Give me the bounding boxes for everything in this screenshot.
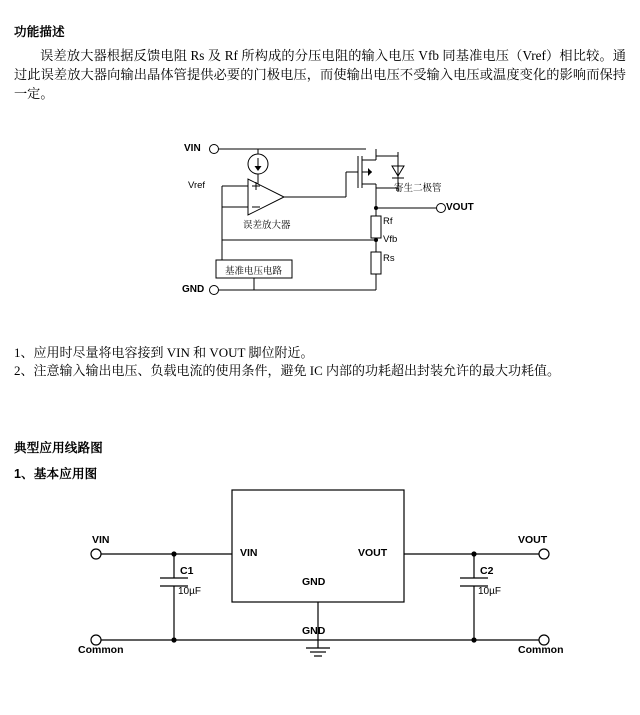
paragraph-description bbox=[14, 46, 626, 103]
figure-block-diagram bbox=[150, 122, 490, 317]
label-vout-pin: VOUT bbox=[358, 547, 388, 559]
label-error-amplifier: 误差放大器 bbox=[243, 220, 291, 231]
note-power-dissipation: 2、注意输入输出电压、负载电流的使用条件，避免 IC 内部的功耗超出封装允许的最大功耗值。 bbox=[14, 363, 561, 378]
label-common-left: Common bbox=[78, 644, 124, 656]
label-gnd-bottom: GND bbox=[302, 625, 326, 637]
label-c2-value: 10µF bbox=[478, 586, 501, 597]
label-vout: VOUT bbox=[446, 202, 474, 213]
paragraph-description-text: 误差放大器根据反馈电阻 Rs 及 Rf 所构成的分压电阻的输入电压 Vfb 同基准电压（Vref）相比较。通过此误差放大器向输出晶体管提供必要的门极电压，而使输出电压不受输入电压或温度变化的影响而保持一定。 bbox=[14, 48, 626, 101]
note-capacitor-placement: 1、应用时尽量将电容接到 VIN 和 VOUT 脚位附近。 bbox=[14, 345, 314, 360]
label-vout-terminal: VOUT bbox=[518, 534, 548, 546]
section-title-basic-application: 1、基本应用图 bbox=[14, 467, 98, 481]
label-vref: Vref bbox=[188, 180, 206, 191]
label-vin-pin: VIN bbox=[240, 547, 258, 559]
section-title-typical-application: 典型应用线路图 bbox=[14, 441, 103, 455]
label-vin-terminal: VIN bbox=[92, 534, 110, 546]
label-parasitic-diode: 寄生二极管 bbox=[394, 183, 442, 194]
label-c1-value: 10µF bbox=[178, 586, 201, 597]
label-vin: VIN bbox=[184, 143, 201, 154]
label-vfb: Vfb bbox=[383, 234, 398, 245]
label-gnd: GND bbox=[182, 284, 205, 295]
label-gnd-pin: GND bbox=[302, 576, 326, 588]
label-common-right: Common bbox=[518, 644, 564, 656]
label-rs: Rs bbox=[383, 253, 395, 264]
label-c2: C2 bbox=[480, 565, 494, 577]
label-rf: Rf bbox=[383, 216, 393, 227]
application-circuit-svg bbox=[40, 482, 600, 667]
figure-application-circuit bbox=[40, 482, 600, 667]
label-c1: C1 bbox=[180, 565, 194, 577]
section-title-function-description: 功能描述 bbox=[14, 25, 65, 39]
label-reference-voltage-circuit: 基准电压电路 bbox=[225, 266, 283, 277]
